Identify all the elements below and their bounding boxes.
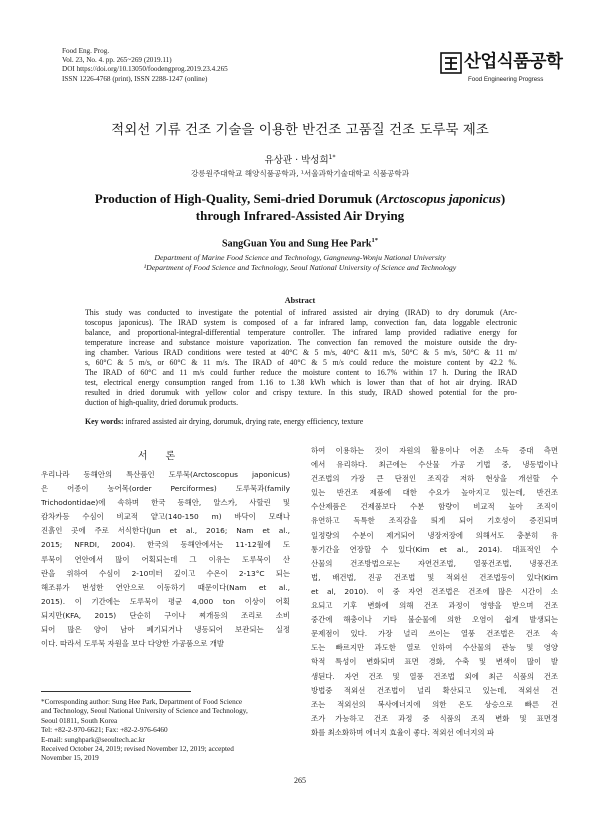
body-text-line: 되어 많은 양이 남아 폐기되거나 냉동되어 보관되는 실정 <box>41 625 290 635</box>
affiliation-english-1: Department of Marine Food Science and Technology, Gangneung-Wonju National University <box>154 253 446 262</box>
body-text-line: 2015; NFRDI, 2004). 한국의 동해안에서는 11-12월에 도 <box>41 540 290 550</box>
body-text-line: 은 어종이 농어목(order Perciformes) 도루묵과(family <box>41 484 290 494</box>
title-english-species: Arctoscopus japonicus <box>379 191 501 206</box>
logo-mark-icon <box>440 52 462 74</box>
section-heading-introduction: 서론 <box>137 451 194 462</box>
body-text-line: 해조류가 번성한 연안으로 이동하기 때문이다(Nam et al., <box>41 582 290 592</box>
body-text-line: 우리나라 동해안의 특산품인 도루묵(Arctoscopus japonicus) <box>41 470 290 479</box>
title-english-line1: Production of High-Quality, Semi-dried Dorumuk ( <box>94 191 380 206</box>
body-text-line: 생된다. 자연 건조 및 열풍 건조법 외에 최근 식품의 건조 <box>311 671 558 681</box>
body-text-line: 수산제품은 건제품보다 수분 함량이 비교적 높아 조직이 <box>311 502 558 512</box>
authors-english-mark: 1* <box>371 237 378 244</box>
authors-english-names: SangGuan You and Sung Hee Park <box>222 238 372 250</box>
footnote-line: E-mail: sunghpark@seoultech.ac.kr <box>41 735 145 744</box>
body-text-line: Trichodontidae)에 속하며 한국 동해안, 알스카, 사할린 및 <box>41 498 290 508</box>
abstract-line: temperature increase and substance moisture vaporization. The convection fan removed the moisture outside the dry- <box>85 338 517 348</box>
body-text-line: 학적 특성이 변화되며 표면 경화, 수축 및 변색이 많이 발 <box>311 657 558 667</box>
body-text-line: 유연하고 독특한 조직감을 띄게 되어 기호성이 증진되며 <box>311 516 558 526</box>
body-text-line: 하여 이용하는 것이 자원의 활용이나 어촌 소득 증대 측면 <box>311 446 558 455</box>
footnote-line: Received October 24, 2019; revised November 12, 2019; accepted <box>41 745 234 754</box>
doi-link[interactable]: DOI https://doi.org/10.13050/foodengprog.2019.23.4.265 <box>62 65 228 74</box>
abstract-heading: Abstract <box>284 296 316 305</box>
authors-korean-names: 유상관 · 박성희 <box>264 155 329 166</box>
abstract-line: This study was conducted to investigate the potential of infrared assisted air drying (IRAD) to dry dorumuk (Arc- <box>85 308 517 317</box>
body-text-line: 일정량의 수분이 제거되어 냉장저장에 의해서도 충분히 유 <box>311 530 558 540</box>
footnote-line: November 15, 2019 <box>41 754 99 763</box>
authors-korean <box>0 152 600 166</box>
body-text-line: 요되고 기후 변화에 의해 건조 과정이 영향을 받으며 건조 <box>311 601 558 611</box>
authors-korean-mark: 1* <box>328 153 336 161</box>
abstract-line: test, electrical energy consumption ranged from 1.16 to 1.38 kWh which is lower than that of hot air drying. IRAD <box>85 378 517 388</box>
abstract-line: The IRAD of 60°C and 11 m/s could further reduce the moisture content to 16.7% within 17 h. During the IRAD <box>85 368 517 378</box>
issn-info: ISSN 1226-4768 (print), ISSN 2288-1247 (online) <box>62 74 208 83</box>
body-text-line: 캄차카등 수심이 비교적 얕고(140-150 m) 바닥이 모래나 <box>41 512 290 522</box>
volume-info: Vol. 23, No. 4. pp. 265~269 (2019.11) <box>62 56 172 65</box>
title-english-line2: through Infrared-Assisted Air Drying <box>195 208 405 223</box>
body-text-line: 루묵이 연안에서 많이 어획되는데 그 이유는 도루묵이 산 <box>41 554 290 564</box>
body-text-line: 건조법의 가장 큰 단점인 조직감 저하 현상을 개선할 수 <box>311 474 558 484</box>
abstract-line: s, 60°C & 5 m/s, or 60°C & 11 m/s. The IRAD of 40°C & 5 m/s could reduce the moisture content by 42.2 %. <box>85 358 517 368</box>
body-text-line: et al, 2010). 이 중 자연 건조법은 건조에 많은 시간이 소 <box>311 586 558 596</box>
body-text-line: 란을 위하여 수심이 2-10미터 깊이고 수온이 2-13°C 되는 <box>41 568 290 578</box>
body-text-line: 화를 최소화하며 에너지 효율이 좋다. 적외선 에너지의 파 <box>311 727 495 737</box>
keywords-label: Key words: <box>85 417 124 426</box>
footnote-divider <box>41 691 191 692</box>
affiliation-english-2: ¹Department of Food Science and Technology, Seoul National University of Science and Technology <box>143 263 457 272</box>
abstract-line: balance, and proportional-integral-differential temperature controller. The infrared lamp provided radiative energy for <box>85 328 517 338</box>
affiliation-english <box>0 253 600 273</box>
title-english <box>0 190 600 224</box>
authors-english <box>0 237 600 249</box>
abstract-line: ing chamber. Various IRAD conditions were tested at 40°C & 5 m/s, 40°C &11 m/s, 50°C & 5 m/s, 50°C & 11 m/ <box>85 348 517 358</box>
title-korean: 적외선 기류 건조 기술을 이용한 반건조 고품질 건조 도루묵 제조 <box>111 122 489 138</box>
footnote-line: and Technology, Seoul National University of Science and Technology, <box>41 707 248 716</box>
body-text-line: 2015). 이 기간에는 도루묵이 평균 4,000 ton 이상이 어획 <box>41 596 290 606</box>
affiliation-korean: 강릉원주대학교 해양식품공학과, ¹서울과학기술대학교 식품공학과 <box>190 169 410 178</box>
body-text-line: 중간에 해충이나 기타 불순물에 의한 오염이 쉽게 발생되는 <box>311 615 558 625</box>
body-text-line: 이다. 따라서 도루묵 자원을 보다 다양한 가공품으로 개발 <box>41 639 225 649</box>
keywords-text: infrared assisted air drying, dorumuk, drying rate, energy efficiency, texture <box>125 417 364 426</box>
footnote-line: *Corresponding author: Sung Hee Park, Department of Food Science <box>41 698 243 706</box>
body-text-line: 방법중 적외선 건조법이 널리 확산되고 있는데, 적외선 건 <box>311 685 558 695</box>
body-text-line: 산물의 건조방법으로는 자연건조법, 열풍건조법, 냉풍건조 <box>311 558 558 568</box>
footnote <box>41 698 291 764</box>
body-text-line: 진흙인 곳에 주로 서식한다(Jun et al., 2016; Nam et al., <box>41 526 290 536</box>
body-text-line: 도는 빠르지만 과도한 열로 인하여 수산물의 관능 및 영양 <box>311 643 558 653</box>
body-text-line: 문제점이 있다. 가장 널리 쓰이는 열풍 건조법은 건조 속 <box>311 629 558 639</box>
keywords <box>85 417 517 426</box>
journal-header <box>62 47 228 84</box>
title-english-line1-end: ) <box>500 191 506 206</box>
abstract-line: resulted in dried dorumuk with yellow color and crispy texture. In this study, IRAD showed potential for the pro- <box>85 388 517 398</box>
abstract-line: duction of high-quality, dried dorumuk products. <box>85 398 239 408</box>
body-text-line: 법, 배건법, 진공 건조법 및 적외선 건조법등이 있다(Kim <box>311 572 558 582</box>
journal-name: Food Eng. Prog. <box>62 47 110 55</box>
body-text-line: 있는 반건조 제품에 대한 수요가 높아지고 있는데, 반건조 <box>311 488 558 498</box>
body-text-line: 조는 적외선의 복사에너지에 의한 온도 상승으로 빠른 건 <box>311 699 558 709</box>
body-text-line: 조가 가능하고 건조 과정 중 식품의 조직 변화 및 표면경 <box>311 713 558 723</box>
footnote-line: Seoul 01811, South Korea <box>41 716 118 725</box>
logo-text-ko: 산업식품공학 <box>464 52 563 72</box>
page-number: 265 <box>294 776 306 785</box>
left-column-text <box>41 468 290 651</box>
footnote-line: Tel: +82-2-970-6621; Fax: +82-2-976-6460 <box>41 726 168 735</box>
body-text-line: 에서 유리하다. 최근에는 수산물 가공 기법 중, 냉동법이나 <box>311 460 558 470</box>
logo-text-en: Food Engineering Progress <box>468 76 544 83</box>
abstract-line: toscopus japonicus). The IRAD system is composed of a far infrared lamp, convection fan, data loggable electronic <box>85 318 517 328</box>
abstract-body <box>85 308 517 408</box>
journal-logo <box>440 48 563 90</box>
right-column-text <box>311 444 558 740</box>
body-text-line: 되지만(KFA, 2015) 단순히 구이나 찌개등의 조리로 소비 <box>41 610 290 620</box>
body-text-line: 통기간을 연장할 수 있다(Kim et al., 2014). 대표적인 수 <box>311 544 558 554</box>
